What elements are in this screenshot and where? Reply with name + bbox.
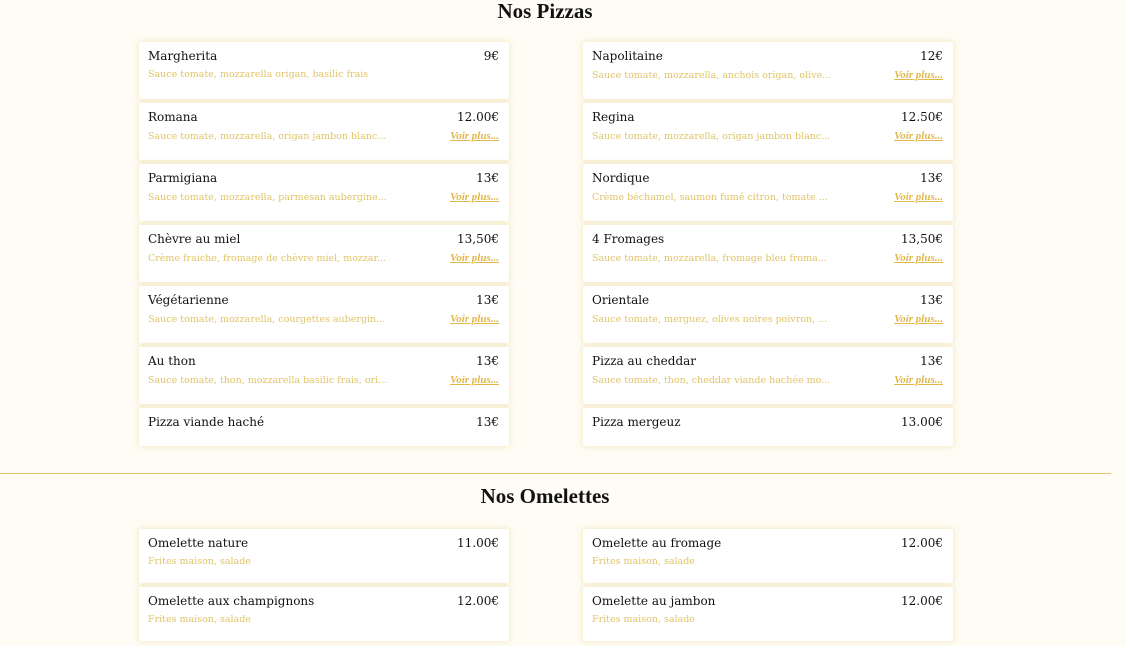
menu-item-card [139,587,509,641]
menu-item-card [139,408,509,446]
item-description: Frites maison, salade [592,556,695,567]
menu-item-card [139,225,509,282]
menu-item-card [139,347,509,404]
item-name: Pizza au cheddar [592,354,697,368]
item-price: 12.00€ [901,536,943,550]
item-name: Pizza viande haché [148,415,265,429]
item-description: Crème fraiche, fromage de chèvre miel, mozzar... [148,253,387,264]
item-name: Végétarienne [148,293,229,307]
item-name: Nordique [592,171,650,185]
section-title-pizzas: Nos Pizzas [497,0,593,23]
menu-item-card [583,164,953,221]
voir-plus-link[interactable]: Voir plus... [894,313,943,325]
item-description: Sauce tomate, mozzarella, anchois origan, olive... [592,70,832,81]
menu-item-card [139,164,509,221]
voir-plus-link[interactable]: Voir plus... [894,252,943,264]
pizza-column-left [139,42,509,450]
voir-plus-link[interactable]: Voir plus... [894,69,943,81]
menu-item-card [583,42,953,99]
omelette-column-right [583,529,953,645]
item-description: Sauce tomate, thon, cheddar viande hachée mo... [592,375,831,386]
item-price: 9€ [483,49,499,63]
menu-item-card [139,42,509,99]
item-price: 13,50€ [901,232,943,246]
item-price: 13€ [920,354,943,368]
item-description: Sauce tomate, mozzarella, parmesan aubergine... [148,192,387,203]
item-description: Sauce tomate, mozzarella, courgettes aubergin... [148,314,386,325]
voir-plus-link[interactable]: Voir plus... [894,130,943,142]
item-description: Frites maison, salade [148,614,251,625]
menu-item-card [139,286,509,343]
item-name: 4 Fromages [592,232,665,246]
item-price: 12.00€ [457,110,499,124]
section-title-omelettes: Nos Omelettes [480,484,610,508]
pizza-column-right [583,42,953,450]
omelette-column-left [139,529,509,645]
menu-item-card [139,103,509,160]
item-name: Margherita [148,49,218,63]
item-name: Omelette aux champignons [148,594,315,608]
item-name: Regina [592,110,635,124]
menu-item-card [583,587,953,641]
item-description: Frites maison, salade [148,556,251,567]
item-description: Sauce tomate, thon, mozzarella basilic frais, ori... [148,375,388,386]
item-price: 13€ [476,171,499,185]
menu-item-card [583,286,953,343]
item-description: Sauce tomate, mozzarella, origan jambon blanc... [592,131,831,142]
item-price: 11.00€ [457,536,499,550]
item-name: Au thon [148,354,196,368]
item-price: 13€ [476,293,499,307]
section-divider [0,473,1111,474]
item-description: Crème béchamel, saumon fumé citron, tomate ... [592,192,828,203]
voir-plus-link[interactable]: Voir plus... [894,191,943,203]
item-description: Sauce tomate, merguez, olives noires poivron, ... [592,314,828,325]
item-name: Omelette au jambon [592,594,716,608]
item-price: 13,50€ [457,232,499,246]
menu-item-card [583,529,953,583]
item-price: 12€ [920,49,943,63]
item-description: Sauce tomate, mozzarella, origan jambon blanc... [148,131,387,142]
item-description: Sauce tomate, mozzarella origan, basilic frais [148,69,369,80]
item-price: 12.00€ [901,594,943,608]
item-name: Parmigiana [148,171,218,185]
menu-item-card [583,408,953,446]
item-description: Frites maison, salade [592,614,695,625]
menu-item-card [583,347,953,404]
voir-plus-link[interactable]: Voir plus... [450,130,499,142]
item-price: 13€ [476,354,499,368]
item-name: Omelette nature [148,536,249,550]
item-price: 13.00€ [901,415,943,429]
menu-item-card [583,103,953,160]
item-name: Omelette au fromage [592,536,722,550]
menu-item-card [583,225,953,282]
item-name: Orientale [592,293,650,307]
voir-plus-link[interactable]: Voir plus... [450,313,499,325]
item-price: 12.50€ [901,110,943,124]
voir-plus-link[interactable]: Voir plus... [894,374,943,386]
item-price: 13€ [476,415,499,429]
voir-plus-link[interactable]: Voir plus... [450,191,499,203]
menu-item-card [139,529,509,583]
voir-plus-link[interactable]: Voir plus... [450,252,499,264]
item-price: 12.00€ [457,594,499,608]
item-name: Chèvre au miel [148,232,241,246]
item-description: Sauce tomate, mozzarella, fromage bleu froma... [592,253,827,264]
item-price: 13€ [920,293,943,307]
item-name: Romana [148,110,198,124]
voir-plus-link[interactable]: Voir plus... [450,374,499,386]
item-price: 13€ [920,171,943,185]
item-name: Pizza mergeuz [592,415,681,429]
item-name: Napolitaine [592,49,663,63]
